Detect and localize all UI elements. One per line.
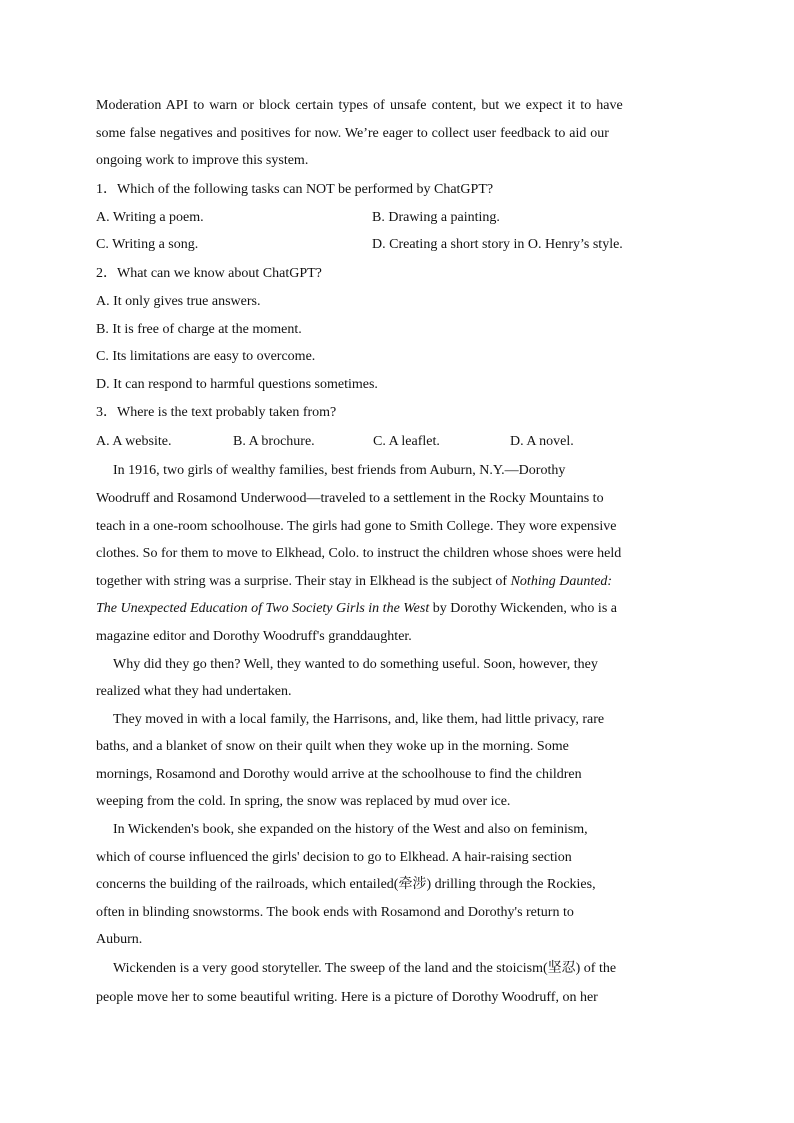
question-1-stem: 1．Which of the following tasks can NOT be performed by ChatGPT? xyxy=(96,181,494,197)
p5-line-1: Wickenden is a very good storyteller. The sweep of the land and the stoicism(坚忍) of the xyxy=(113,961,617,977)
question-2-option-d: D. It can respond to harmful questions sometimes. xyxy=(96,376,378,392)
book-title-part-2: The Unexpected Education of Two Society Girls in the West xyxy=(96,601,430,617)
p4-line-3: concerns the building of the railroads, which entailed(牵涉) drilling through the Rockies, xyxy=(96,877,596,893)
p1-line-2: Woodruff and Rosamond Underwood—traveled to a settlement in the Rocky Mountains to xyxy=(96,490,604,506)
p4-line-4: often in blinding snowstorms. The book ends with Rosamond and Dorothy's return to xyxy=(96,904,574,920)
book-title-part-1: Nothing Daunted: xyxy=(510,573,613,589)
question-1-option-b: B. Drawing a painting. xyxy=(372,209,500,225)
p1-line-5 xyxy=(96,568,698,596)
question-3-options-row xyxy=(96,427,698,457)
question-1-option-c: C. Writing a song. xyxy=(96,237,199,253)
p2-line-2: realized what they had undertaken. xyxy=(96,684,292,700)
p4-line-5: Auburn. xyxy=(96,932,143,948)
p2-line-1: Why did they go then? Well, they wanted to do something useful. Soon, however, they xyxy=(113,656,598,672)
passage-paragraph-5 xyxy=(96,954,698,1012)
question-2-stem: 2．What can we know about ChatGPT? xyxy=(96,265,322,281)
question-1-options-row-1 xyxy=(96,204,698,232)
p4-line-1: In Wickenden's book, she expanded on the history of the West and also on feminism, xyxy=(113,822,588,838)
passage-paragraph-4 xyxy=(96,816,698,954)
p3-line-2: baths, and a blanket of snow on their quilt when they woke up in the morning. Some xyxy=(96,739,569,755)
p1-line-3: teach in a one-room schoolhouse. The girls had gone to Smith College. They wore expensive xyxy=(96,518,617,534)
question-1-option-a: A. Writing a poem. xyxy=(96,209,204,225)
p4-line-2: which of course influenced the girls' decision to go to Elkhead. A hair-raising section xyxy=(96,849,572,865)
question-3-option-a: A. A website. xyxy=(96,434,172,450)
passage-paragraph-1 xyxy=(96,457,698,650)
question-1-option-d: D. Creating a short story in O. Henry’s style. xyxy=(372,237,623,253)
p3-line-4: weeping from the cold. In spring, the snow was replaced by mud over ice. xyxy=(96,794,511,810)
passage-paragraph-2 xyxy=(96,651,698,706)
intro-line-2: some false negatives and positives for now. We’re eager to collect user feedback to aid our xyxy=(96,125,609,141)
p5-line-2: people move her to some beautiful writing. Here is a picture of Dorothy Woodruff, on her xyxy=(96,990,598,1006)
p1-line-7: magazine editor and Dorothy Woodruff's granddaughter. xyxy=(96,628,412,644)
p3-line-1: They moved in with a local family, the Harrisons, and, like them, had little privacy, rare xyxy=(113,711,605,727)
p1-line-6-text: by Dorothy Wickenden, who is a xyxy=(432,601,617,617)
p1-line-6 xyxy=(96,595,698,623)
intro-paragraph xyxy=(96,92,698,175)
question-3-stem: 3．Where is the text probably taken from? xyxy=(96,405,337,421)
intro-line-3: ongoing work to improve this system. xyxy=(96,153,309,169)
question-3-option-d: D. A novel. xyxy=(510,434,574,450)
question-3-option-c: C. A leaflet. xyxy=(373,434,440,450)
question-1-options-row-2 xyxy=(96,231,698,259)
p1-line-1: In 1916, two girls of wealthy families, best friends from Auburn, N.Y.—Dorothy xyxy=(113,463,566,479)
p1-line-5-text: together with string was a surprise. Their stay in Elkhead is the subject of xyxy=(96,573,508,589)
question-2-option-c: C. Its limitations are easy to overcome. xyxy=(96,349,316,365)
document-page xyxy=(96,92,698,1012)
question-2-option-a: A. It only gives true answers. xyxy=(96,293,261,309)
passage-paragraph-3 xyxy=(96,706,698,816)
p3-line-3: mornings, Rosamond and Dorothy would arrive at the schoolhouse to find the children xyxy=(96,766,582,782)
p1-line-4: clothes. So for them to move to Elkhead, Colo. to instruct the children whose shoes were held xyxy=(96,546,622,562)
question-2-option-b: B. It is free of charge at the moment. xyxy=(96,321,302,337)
intro-line-1: Moderation API to warn or block certain types of unsafe content, but we expect it to have xyxy=(96,98,623,113)
question-3-option-b: B. A brochure. xyxy=(233,434,315,450)
